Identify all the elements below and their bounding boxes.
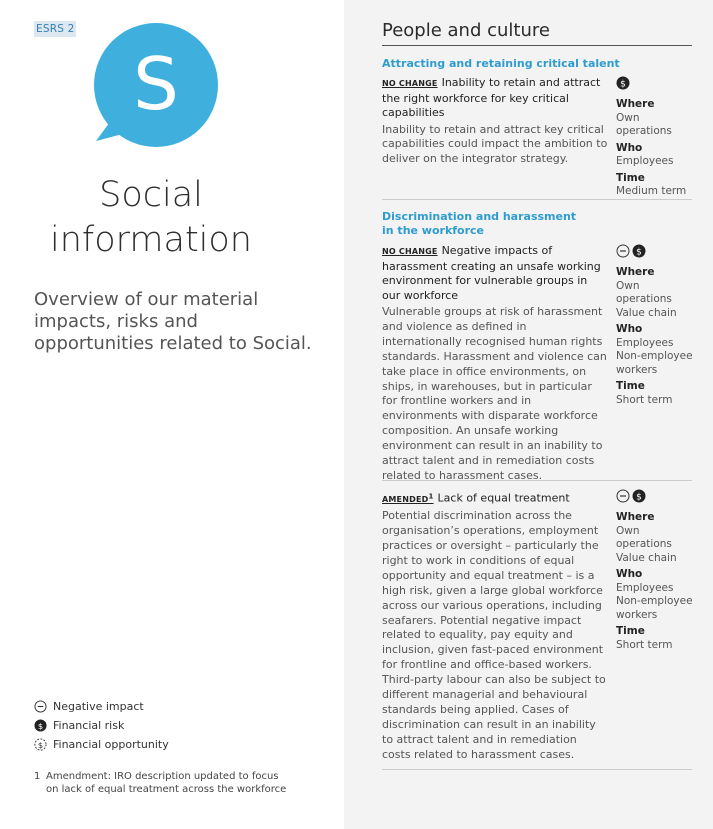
item-description: Potential discrimination across the organisation’s operations, employment practices or oversight – particularly the right to work in conditions of equal opportunity and equal treatment – is a high risk, given a large global workforce across our various operations, including seafarers. Potential negative impact related to equality, pay equity and inclusion, given fast-paced environment for frontline and office-based workers. Third-party labour can also be subject to different managerial and behavioural standards being applied. Cases of discrimination can result in an inability to attract talent and in remediation costs related to harassment cases. bbox=[382, 509, 606, 761]
financial-risk-icon bbox=[632, 244, 646, 258]
footnote bbox=[34, 770, 334, 796]
item-meta bbox=[616, 489, 696, 652]
speech-bubble-icon bbox=[94, 23, 244, 151]
where-label: Where bbox=[616, 511, 655, 523]
footnote-line: on lack of equal treatment across the workforce bbox=[46, 784, 287, 795]
legend-label: Negative impact bbox=[53, 699, 144, 713]
svg-text:$: $ bbox=[37, 739, 44, 750]
legend-item bbox=[34, 697, 334, 715]
esrs-tag: ESRS 2 bbox=[36, 23, 75, 35]
svg-text:$: $ bbox=[37, 720, 44, 731]
footnote-ref: 1 bbox=[428, 492, 434, 500]
left-panel bbox=[0, 0, 344, 829]
who-value: Employees bbox=[616, 336, 674, 349]
who-value: Non-employee workers bbox=[616, 350, 693, 376]
item-meta bbox=[616, 244, 696, 407]
item-meta bbox=[616, 76, 696, 199]
svg-text:$: $ bbox=[636, 492, 642, 503]
title-line-1: Social bbox=[99, 175, 203, 215]
status-badge bbox=[382, 492, 434, 504]
topic-heading bbox=[382, 57, 692, 71]
time-label: Time bbox=[616, 171, 645, 184]
footnote-number: 1 bbox=[34, 771, 41, 782]
where-value: Own operations bbox=[616, 279, 672, 305]
iro-item bbox=[382, 76, 692, 200]
topic-title: Attracting and retaining critical talent bbox=[382, 57, 620, 70]
page-title bbox=[20, 173, 282, 263]
financial-opportunity-icon bbox=[34, 738, 47, 751]
who-value: Non-employee workers bbox=[616, 595, 693, 621]
where-value: Own operations bbox=[616, 111, 672, 137]
status-badge: NO CHANGE bbox=[382, 247, 438, 256]
footnote-line: Amendment: IRO description updated to focus bbox=[46, 771, 279, 782]
where-label: Where bbox=[616, 266, 655, 278]
negative-impact-icon bbox=[34, 700, 47, 713]
item-description: Vulnerable groups at risk of harassment and violence as defined in internationally recognised human rights standards. Harassment and violence can take place in office environments, on ships, in warehouses, but in particular for frontline workers and in environments with disparate workforce composition. An unsafe working environment can result in an inability to attract talent and in remediation costs related to harassment cases. bbox=[382, 305, 607, 482]
status-label: AMENDED bbox=[382, 494, 429, 504]
iro-item bbox=[382, 489, 692, 770]
item-headline: Lack of equal treatment bbox=[437, 491, 570, 505]
item-description: Inability to retain and attract key critical capabilities could impact the ambition to deliver on the integrator strategy. bbox=[382, 122, 608, 166]
who-label: Who bbox=[616, 141, 643, 154]
financial-risk-icon bbox=[34, 719, 47, 732]
time-value: Short term bbox=[616, 638, 673, 651]
negative-impact-icon bbox=[616, 489, 630, 503]
status-badge: NO CHANGE bbox=[382, 79, 438, 88]
section-title: People and culture bbox=[382, 19, 692, 46]
who-label: Who bbox=[616, 323, 643, 335]
time-label: Time bbox=[616, 625, 645, 637]
where-value: Value chain bbox=[616, 306, 677, 319]
financial-risk-icon bbox=[616, 76, 630, 90]
where-value: Value chain bbox=[616, 551, 677, 564]
negative-impact-icon bbox=[616, 244, 630, 258]
iro-item bbox=[382, 244, 692, 481]
time-value: Medium term bbox=[616, 185, 687, 197]
topic-title: Discrimination and harassment bbox=[382, 210, 577, 223]
where-label: Where bbox=[616, 98, 655, 110]
title-line-2: information bbox=[49, 220, 252, 260]
where-value: Own operations bbox=[616, 524, 672, 550]
svg-text:$: $ bbox=[636, 247, 642, 258]
legend-item bbox=[34, 716, 334, 734]
financial-risk-icon bbox=[632, 489, 646, 503]
who-value: Employees bbox=[616, 581, 674, 594]
time-value: Short term bbox=[616, 393, 673, 406]
legend-label: Financial risk bbox=[53, 718, 125, 732]
time-label: Time bbox=[616, 380, 645, 392]
who-value: Employees bbox=[616, 155, 674, 167]
legend-item bbox=[34, 735, 334, 753]
item-headline: Negative impacts of harassment creating an unsafe working environment for vulnerable groups in our workforce bbox=[382, 244, 601, 302]
topic-heading bbox=[382, 210, 692, 238]
legend-label: Financial opportunity bbox=[53, 737, 169, 751]
overview-text: Overview of our material impacts, risks and opportunities related to Social. bbox=[34, 289, 312, 354]
svg-text:$: $ bbox=[620, 79, 626, 90]
hero-letter: S bbox=[133, 42, 179, 126]
item-headline: Inability to retain and attract the right workforce for key critical capabilities bbox=[382, 76, 601, 119]
legend bbox=[34, 697, 334, 754]
who-label: Who bbox=[616, 568, 643, 580]
topic-title: in the workforce bbox=[382, 224, 485, 237]
